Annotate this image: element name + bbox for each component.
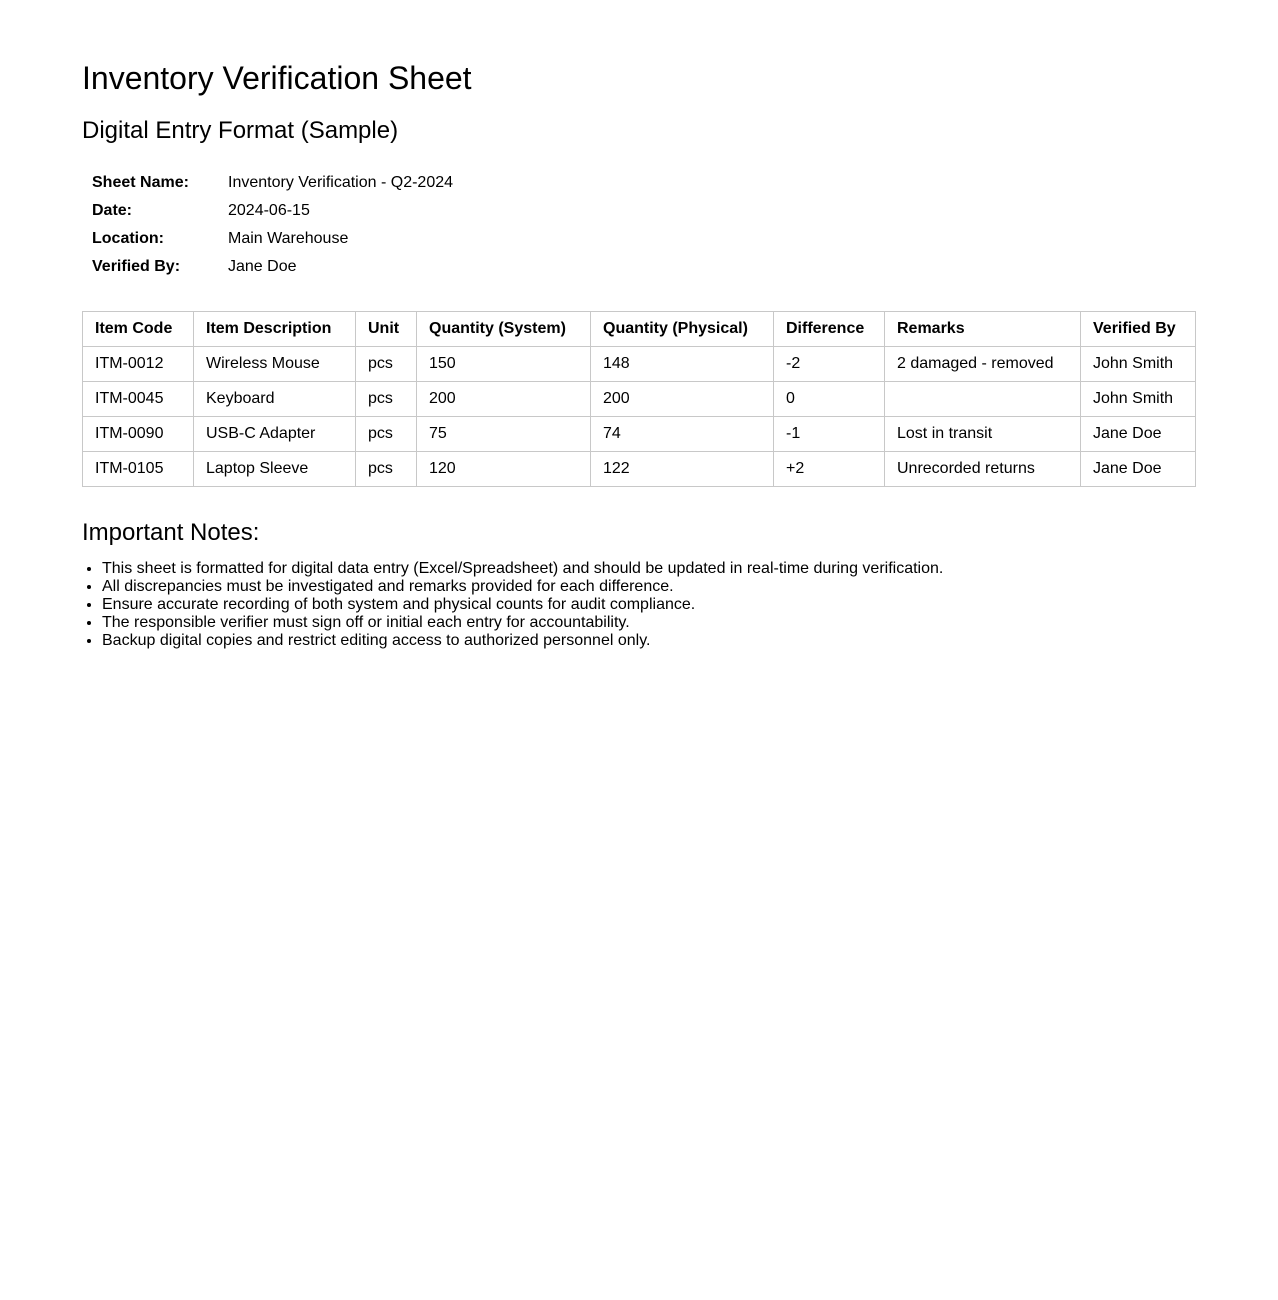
cell-quantity-physical: 148 — [591, 347, 774, 382]
notes-title: Important Notes: — [82, 519, 260, 546]
cell-item-description: Keyboard — [194, 382, 356, 417]
col-header-item-description: Item Description — [194, 312, 356, 347]
cell-item-code: ITM-0090 — [83, 417, 194, 452]
cell-difference: +2 — [774, 452, 885, 487]
cell-unit: pcs — [356, 382, 417, 417]
meta-value: Main Warehouse — [228, 230, 349, 247]
table-row — [83, 382, 1196, 417]
cell-unit: pcs — [356, 347, 417, 382]
note-item: • All discrepancies must be investigated and remarks provided for each difference. — [102, 578, 943, 596]
sheet-meta-table — [82, 168, 463, 282]
cell-verified-by: Jane Doe — [1081, 417, 1196, 452]
cell-verified-by: John Smith — [1081, 382, 1196, 417]
cell-verified-by: John Smith — [1081, 347, 1196, 382]
cell-remarks: Unrecorded returns — [885, 452, 1081, 487]
col-header-verified-by: Verified By — [1081, 312, 1196, 347]
cell-item-description: Laptop Sleeve — [194, 452, 356, 487]
cell-quantity-system: 150 — [417, 347, 591, 382]
col-header-difference: Difference — [774, 312, 885, 347]
inventory-table — [82, 311, 1196, 487]
page-subtitle: Digital Entry Format (Sample) — [82, 117, 399, 144]
cell-item-code: ITM-0105 — [83, 452, 194, 487]
cell-quantity-physical: 200 — [591, 382, 774, 417]
cell-item-description: Wireless Mouse — [194, 347, 356, 382]
cell-item-code: ITM-0012 — [83, 347, 194, 382]
cell-difference: -1 — [774, 417, 885, 452]
cell-unit: pcs — [356, 417, 417, 452]
cell-difference: 0 — [774, 382, 885, 417]
table-row — [83, 452, 1196, 487]
cell-difference: -2 — [774, 347, 885, 382]
cell-item-description: USB-C Adapter — [194, 417, 356, 452]
col-header-remarks: Remarks — [885, 312, 1081, 347]
note-item: • Backup digital copies and restrict editing access to authorized personnel only. — [102, 632, 943, 650]
col-header-unit: Unit — [356, 312, 417, 347]
meta-value: Jane Doe — [228, 258, 297, 275]
cell-remarks: Lost in transit — [885, 417, 1081, 452]
table-header-row — [83, 312, 1196, 347]
col-header-item-code: Item Code — [83, 312, 194, 347]
meta-row-date — [84, 198, 461, 224]
meta-label: Verified By: — [92, 258, 181, 275]
col-header-quantity-physical: Quantity (Physical) — [591, 312, 774, 347]
table-row — [83, 347, 1196, 382]
meta-value: 2024-06-15 — [228, 202, 310, 219]
cell-quantity-system: 200 — [417, 382, 591, 417]
cell-item-code: ITM-0045 — [83, 382, 194, 417]
cell-quantity-physical: 74 — [591, 417, 774, 452]
cell-verified-by: Jane Doe — [1081, 452, 1196, 487]
cell-unit: pcs — [356, 452, 417, 487]
meta-row-sheet-name — [84, 170, 461, 196]
note-item: • This sheet is formatted for digital data entry (Excel/Spreadsheet) and should be updated in real-time during verification. — [102, 560, 943, 578]
meta-label: Sheet Name: — [92, 174, 189, 191]
meta-value: Inventory Verification - Q2-2024 — [228, 174, 454, 191]
cell-remarks: 2 damaged - removed — [885, 347, 1081, 382]
col-header-quantity-system: Quantity (System) — [417, 312, 591, 347]
meta-row-verified-by — [84, 254, 461, 280]
cell-quantity-system: 75 — [417, 417, 591, 452]
notes-list — [82, 560, 943, 650]
table-row — [83, 417, 1196, 452]
cell-quantity-system: 120 — [417, 452, 591, 487]
note-item: • Ensure accurate recording of both system and physical counts for audit compliance. — [102, 596, 943, 614]
cell-remarks — [885, 382, 1081, 417]
page-title: Inventory Verification Sheet — [82, 60, 472, 96]
meta-label: Location: — [92, 230, 164, 247]
cell-quantity-physical: 122 — [591, 452, 774, 487]
meta-label: Date: — [92, 202, 133, 219]
note-item: • The responsible verifier must sign off or initial each entry for accountability. — [102, 614, 943, 632]
meta-row-location — [84, 226, 461, 252]
